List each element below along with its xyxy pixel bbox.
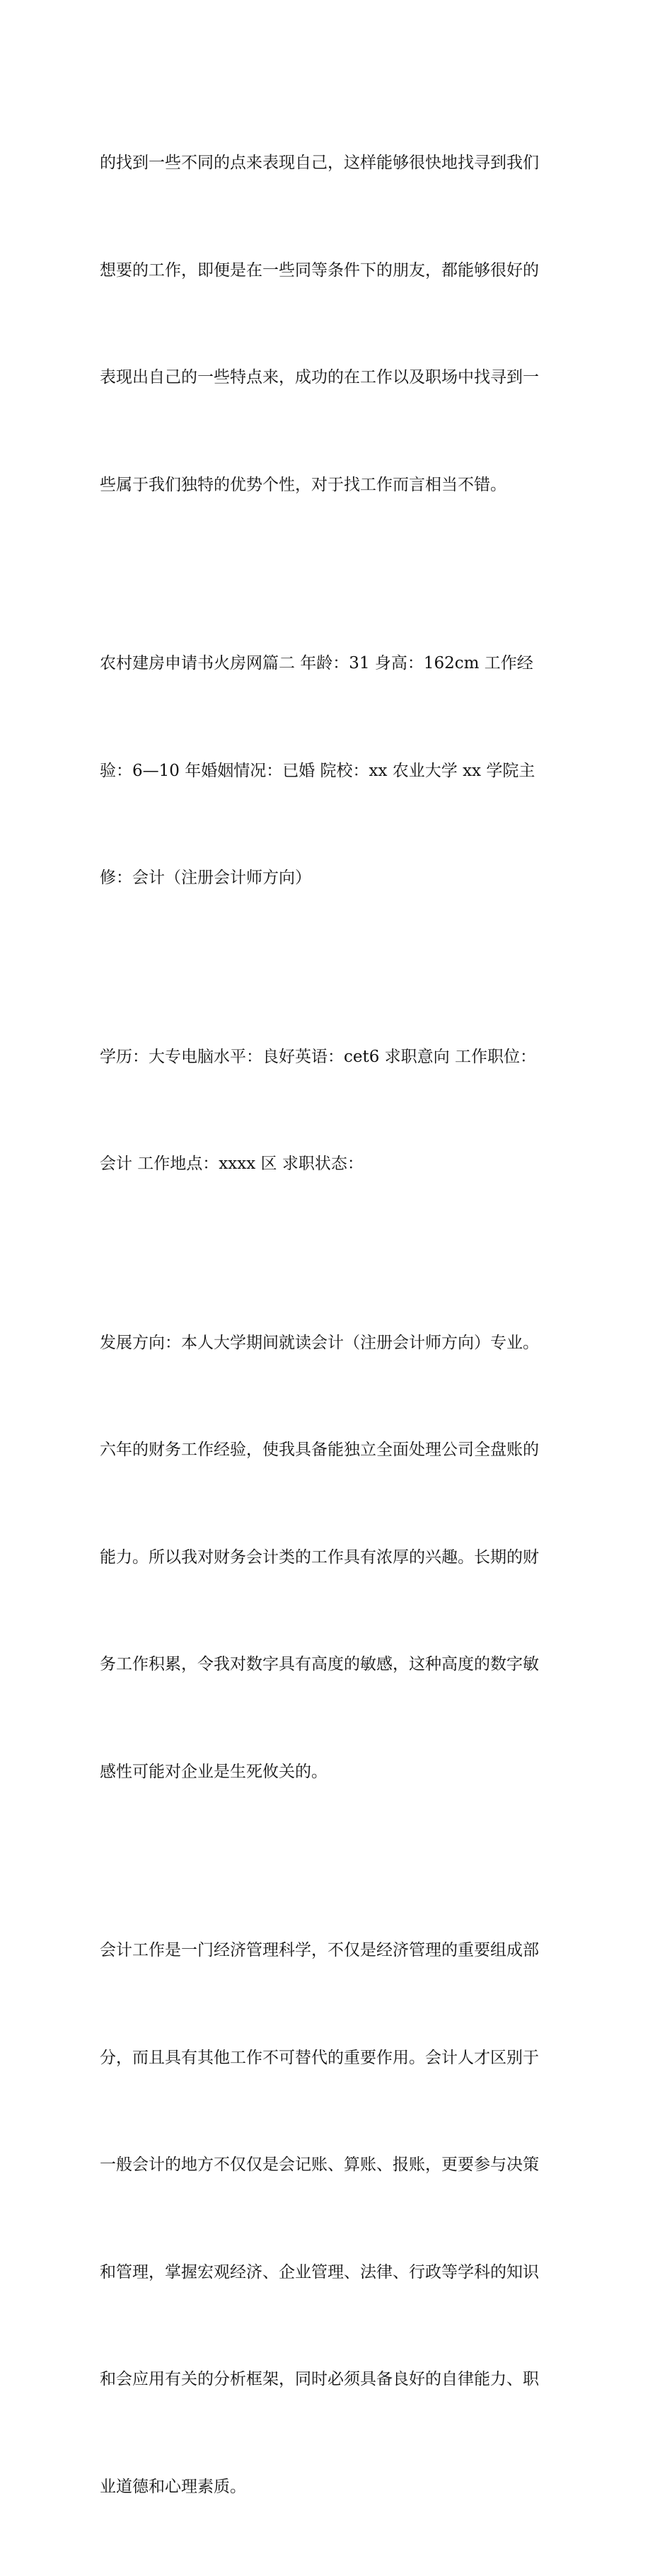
paragraph-education-intent xyxy=(100,968,577,1254)
text-line: 会计 工作地点：xxxx 区 求职状态： xyxy=(100,1155,364,1173)
paragraph-personal-info xyxy=(100,574,577,968)
paragraph-job-search-advantage xyxy=(100,74,577,574)
document-body xyxy=(100,74,577,2576)
text-line: 发展方向：本人大学期间就读会计（注册会计师方向）专业。 xyxy=(100,1333,539,1352)
text-line: 和会应用有关的分析框架，同时必须具备良好的自律能力、职 xyxy=(100,2370,539,2388)
text-line: 分，而且具有其他工作不可替代的重要作用。会计人才区别于 xyxy=(100,2048,539,2067)
text-line: 感性可能对企业是生死攸关的。 xyxy=(100,1762,328,1781)
text-line: 业道德和心理素质。 xyxy=(100,2477,246,2496)
text-line: 能力。所以我对财务会计类的工作具有浓厚的兴趣。长期的财 xyxy=(100,1547,539,1567)
text-line: 想要的工作，即便是在一些同等条件下的朋友，都能够很好的 xyxy=(100,261,539,280)
text-line: 一般会计的地方不仅仅是会记账、算账、报账，更要参与决策 xyxy=(100,2156,539,2174)
text-line: 的找到一些不同的点来表现自己，这样能够很快地找寻到我们 xyxy=(100,154,539,172)
text-line: 表现出自己的一些特点来，成功的在工作以及职场中找寻到一 xyxy=(100,368,539,387)
text-line: 验：6—10 年婚姻情况：已婚 院校：xx 农业大学 xx 学院主 xyxy=(100,761,535,780)
text-line: 学历：大专电脑水平：良好英语：cet6 求职意向 工作职位： xyxy=(100,1047,536,1066)
paragraph-accounting-work xyxy=(100,1861,577,2576)
text-line: 和管理，掌握宏观经济、企业管理、法律、行政等学科的知识 xyxy=(100,2262,539,2282)
text-line: 农村建房申请书火房网篇二 年龄：31 身高：162cm 工作经 xyxy=(100,654,533,672)
text-line: 六年的财务工作经验，使我具备能独立全面处理公司全盘账的 xyxy=(100,1441,539,1459)
text-line: 些属于我们独特的优势个性，对于找工作而言相当不错。 xyxy=(100,475,506,494)
text-line: 修：会计（注册会计师方向） xyxy=(100,869,311,887)
paragraph-development-direction xyxy=(100,1254,577,1862)
text-line: 务工作积累，令我对数字具有高度的敏感，这种高度的数字敏 xyxy=(100,1655,539,1673)
text-line: 会计工作是一门经济管理科学，不仅是经济管理的重要组成部 xyxy=(100,1941,539,1959)
